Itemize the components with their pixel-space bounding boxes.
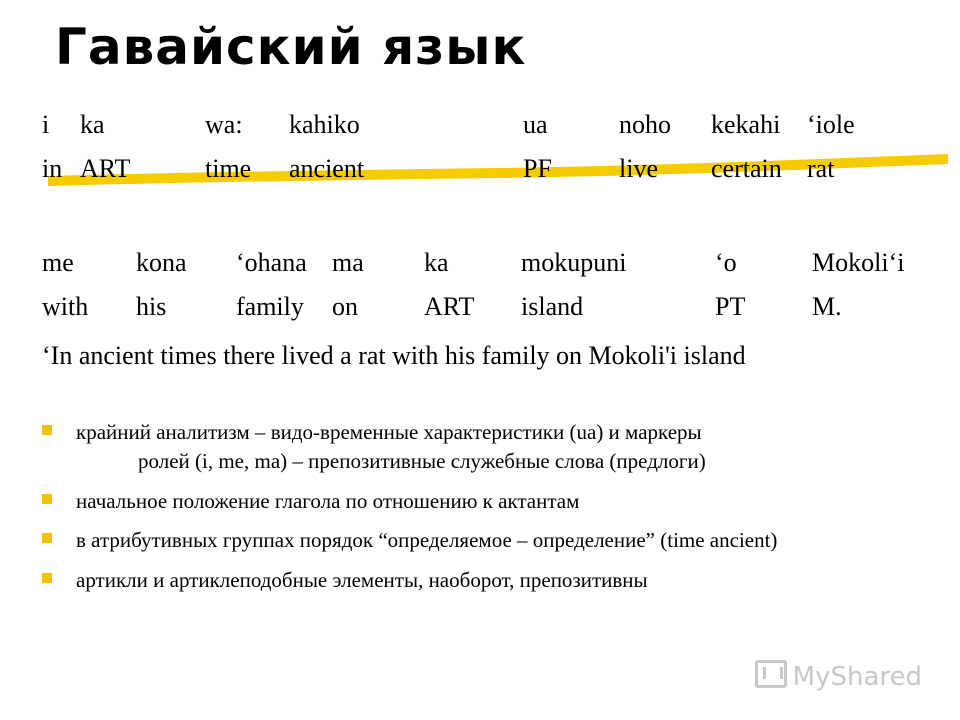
gloss: M.	[812, 292, 842, 321]
gloss: ART	[424, 292, 475, 321]
word: wa:	[205, 110, 243, 139]
gloss: ancient	[289, 154, 365, 183]
gloss: certain	[711, 154, 782, 183]
gloss: on	[332, 292, 358, 321]
gloss: in	[42, 154, 63, 183]
gloss: his	[136, 292, 167, 321]
bullet-marker	[42, 494, 52, 504]
bullet-item	[42, 526, 922, 555]
bullet-marker	[42, 573, 52, 583]
word: ka	[80, 110, 105, 139]
word: kahiko	[289, 110, 360, 139]
bullet-marker	[42, 425, 52, 435]
gloss: PT	[715, 292, 746, 321]
word: i	[42, 110, 50, 139]
bullet-item	[42, 418, 922, 477]
free-translation: ‘In ancient times there lived a rat with his family on Mokoli'i island	[42, 341, 746, 370]
word: mokupuni	[521, 248, 627, 277]
word: noho	[619, 110, 671, 139]
word: ma	[332, 248, 364, 277]
bullet-text: артикли и артиклеподобные элементы, наоборот, препозитивны	[76, 567, 648, 592]
gloss: PF	[523, 154, 552, 183]
gloss: family	[236, 292, 304, 321]
watermark	[755, 660, 922, 692]
word: ‘iole	[807, 110, 855, 139]
word: ka	[424, 248, 449, 277]
bullet-text-continued: ролей (i, me, ma) – препозитивные служебные слова (предлоги)	[138, 449, 706, 474]
gloss: island	[521, 292, 584, 321]
word: Mokoli‘i	[812, 248, 905, 277]
bullet-text: крайний аналитизм – видо-временные характеристики (ua) и маркеры	[76, 420, 702, 444]
bullet-text: в атрибутивных группах порядок “определяемое – определение” (time ancient)	[76, 528, 778, 553]
word: ‘ohana	[236, 248, 307, 277]
gloss: live	[619, 154, 658, 183]
bullet-item	[42, 487, 922, 516]
gloss: time	[205, 154, 252, 183]
watermark-text: MyShared	[792, 662, 922, 692]
presentation-icon	[755, 660, 787, 688]
word: kona	[136, 248, 187, 277]
bullet-item	[42, 566, 922, 595]
slide-title: Гавайский язык	[55, 18, 527, 76]
word: ‘o	[715, 248, 737, 277]
word: kekahi	[711, 110, 781, 139]
word: ua	[523, 110, 548, 139]
bullet-list	[42, 418, 922, 605]
gloss: with	[42, 292, 89, 321]
gloss: rat	[807, 154, 835, 183]
word: me	[42, 248, 74, 277]
gloss: ART	[80, 154, 131, 183]
bullet-marker	[42, 533, 52, 543]
bullet-text: начальное положение глагола по отношению к актантам	[76, 488, 580, 513]
